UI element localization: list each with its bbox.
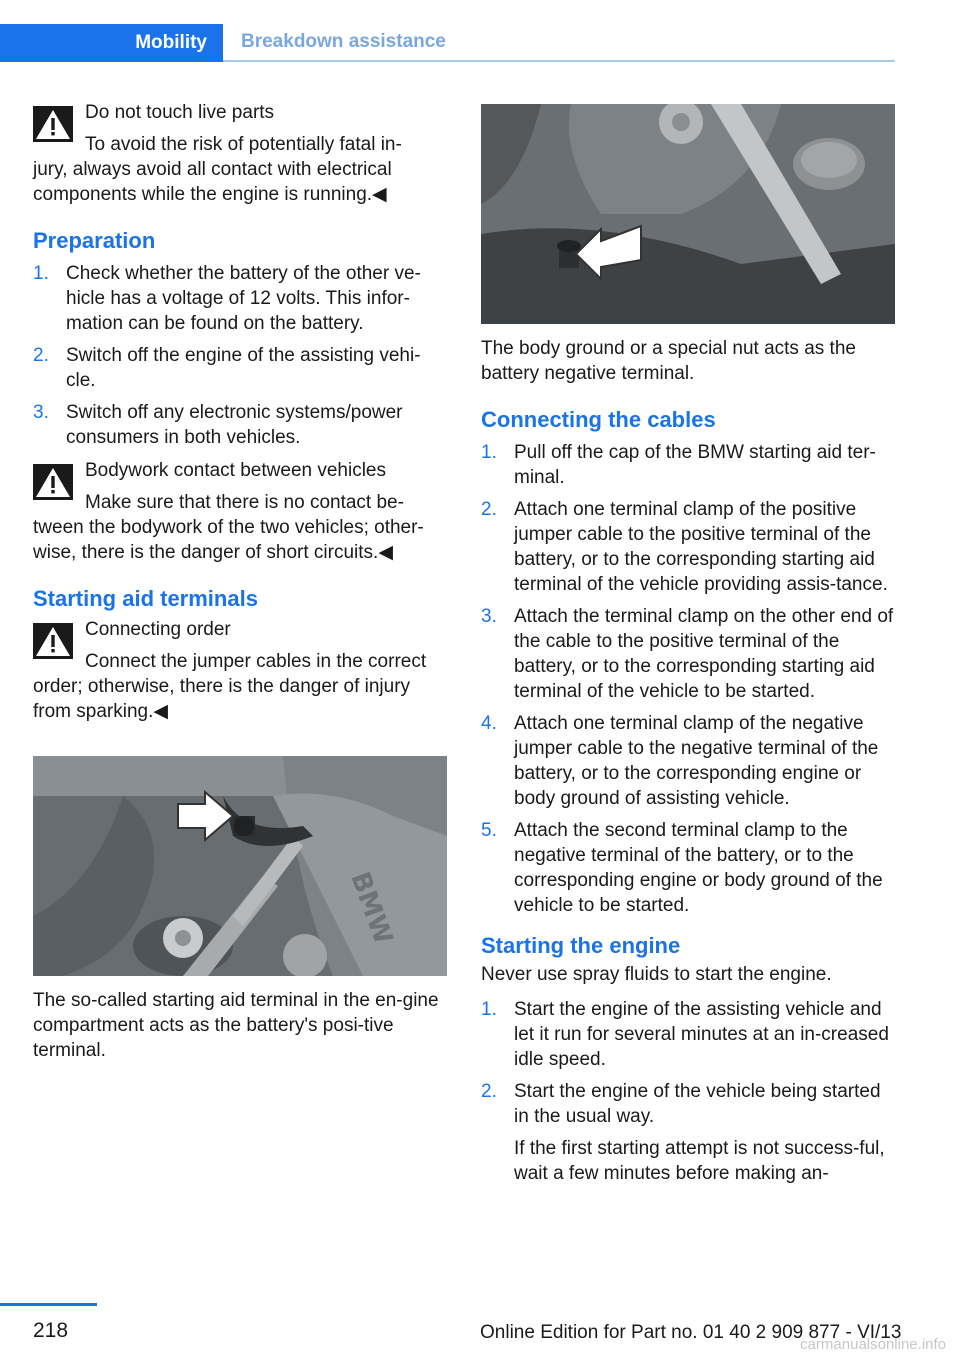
list-item [33, 261, 447, 336]
preparation-steps [33, 261, 447, 450]
heading-connecting-the-cables: Connecting the cables [481, 407, 716, 432]
warning-triangle-icon [33, 623, 73, 659]
list-item [481, 497, 895, 597]
watermark: carmanualsonline.info [800, 1336, 946, 1353]
page-header [0, 0, 960, 64]
list-item [481, 818, 895, 918]
section-tab-mobility: Mobility [0, 24, 223, 62]
list-item [481, 711, 895, 811]
step-text: Attach the terminal clamp on the other end of the cable to the positive terminal of the battery, or to the corresponding starting aid terminal of the vehicle to be started. [514, 606, 894, 702]
step-text: Start the engine of the vehicle being started in the usual way. [514, 1081, 881, 1127]
connecting-steps [481, 440, 895, 918]
section-tab-breakdown-assistance: Breakdown assistance [223, 24, 895, 62]
step-text: Attach the second terminal clamp to the negative terminal of the battery, or to the corresponding engine or body ground of the vehicle to be started. [514, 820, 883, 916]
list-item [481, 1079, 895, 1186]
step-number: 3. [481, 606, 497, 627]
footer-edition-text: Online Edition for Part no. 01 40 2 909 877 - VI/13 [480, 1322, 902, 1343]
engine-compartment-illustration [33, 756, 447, 976]
left-column [33, 100, 447, 1063]
step-text: Switch off the engine of the assisting vehi‐cle. [66, 345, 421, 391]
warning-connecting-order [33, 617, 447, 724]
step-note: If the first starting attempt is not success‐ful, wait a few minutes before making an‐ [514, 1138, 885, 1184]
list-item [481, 997, 895, 1072]
engine-compartment-illustration [481, 104, 895, 324]
step-number: 1. [33, 263, 49, 284]
warning-triangle-icon [33, 106, 73, 142]
step-text: Check whether the battery of the other ve‐hicle has a voltage of 12 volts. This infor‐mation can be found on the battery. [66, 263, 421, 334]
svg-text:BMW: BMW [344, 868, 399, 949]
footer-accent-bar [0, 1303, 97, 1306]
step-number: 2. [481, 1081, 497, 1102]
warning-text-first-line: Make sure that there is no contact be‐ [85, 492, 404, 513]
step-number: 1. [481, 442, 497, 463]
step-text: Pull off the cap of the BMW starting aid ter‐minal. [514, 442, 876, 488]
list-item [481, 440, 895, 490]
warning-text: jury, always avoid all contact with electrical components while the engine is running.◀ [33, 159, 392, 205]
step-number: 4. [481, 713, 497, 734]
warning-triangle-icon [33, 464, 73, 500]
step-text: Attach one terminal clamp of the negative jumper cable to the negative terminal of the battery, or to the corresponding engine or body ground of assisting vehicle. [514, 713, 879, 809]
list-item [481, 604, 895, 704]
heading-starting-aid-terminals: Starting aid terminals [33, 586, 258, 611]
page-number: 218 [33, 1319, 69, 1342]
step-number: 3. [33, 402, 49, 423]
warning-bodywork-contact [33, 458, 447, 565]
step-number: 2. [33, 345, 49, 366]
warning-text-first-line: To avoid the risk of potentially fatal in- [85, 134, 402, 155]
list-item [33, 400, 447, 450]
photo-caption: The body ground or a special nut acts as the battery negative terminal. [481, 338, 856, 384]
list-item [33, 343, 447, 393]
warning-title: Bodywork contact between vehicles [85, 460, 386, 481]
warning-live-parts [33, 100, 447, 207]
step-text: Switch off any electronic systems/power consumers in both vehicles. [66, 402, 403, 448]
step-text: Start the engine of the assisting vehicle and let it run for several minutes at an in‐creased idle speed. [514, 999, 889, 1070]
warning-text-first-line: Connect the jumper cables in the correct [85, 651, 427, 672]
photo-starting-aid-terminal [33, 756, 447, 976]
starting-engine-steps [481, 997, 895, 1186]
step-text: Attach one terminal clamp of the positive jumper cable to the positive terminal of the battery, or to the corresponding starting aid terminal of the vehicle providing assis‐tance. [514, 499, 888, 595]
step-number: 5. [481, 820, 497, 841]
right-column [481, 104, 895, 1193]
warning-text: order; otherwise, there is the danger of injury from sparking.◀ [33, 676, 411, 722]
photo-negative-terminal [481, 104, 895, 324]
heading-preparation: Preparation [33, 228, 156, 253]
starting-engine-intro: Never use spray fluids to start the engine. [481, 964, 832, 985]
step-number: 2. [481, 499, 497, 520]
warning-text: tween the bodywork of the two vehicles; other‐wise, there is the danger of short circuits.◀ [33, 517, 424, 563]
step-number: 1. [481, 999, 497, 1020]
warning-title: Connecting order [85, 619, 231, 640]
heading-starting-the-engine: Starting the engine [481, 933, 681, 958]
warning-title: Do not touch live parts [85, 102, 275, 123]
photo-caption: The so-called starting aid terminal in the en‐gine compartment acts as the battery's posi‐tive terminal. [33, 990, 439, 1061]
